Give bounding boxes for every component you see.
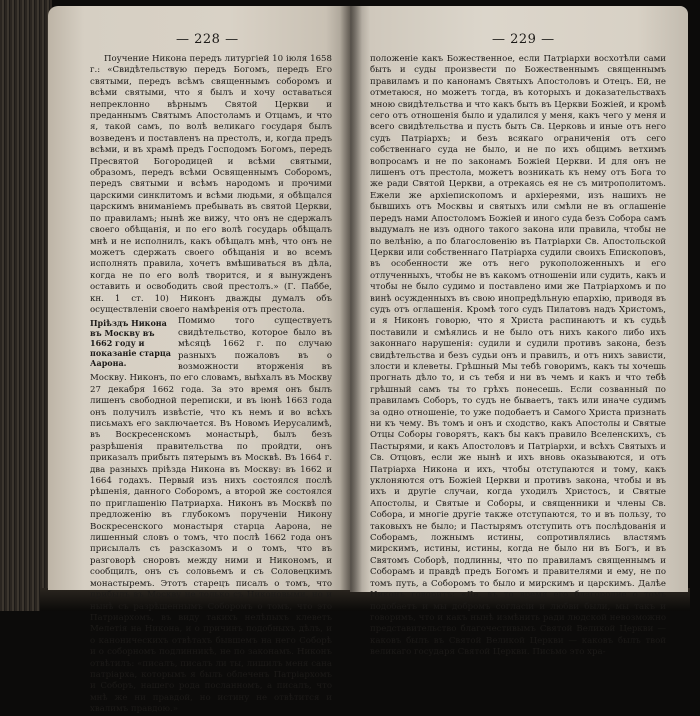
margin-heading: Прiѣздъ Никона въ Москву въ 1662 году и показанiе старца Аарона. (90, 318, 171, 369)
left-paragraph-2: Помимо того существуетъ свидѣтельство, которое было въ мѣсяцѣ 1662 г. по случаю разныхъ пожаловъ въ о возможности вторженiя въ Москву. Никонъ, по его словамъ, выѣхалъ въ Москву 27 декабря 1662 года. За это время онъ былъ лишенъ свободной переписки, и въ iюнѣ 1663 года онъ получилъ извѣстiе, что къ немъ и во всѣхъ письмахъ его заключается. Въ Новомъ Иерусалимѣ, въ Воскресенскомъ монастырѣ, былъ безъ разрѣшенiя правительства по пройдти, онъ приказалъ прибыть пятерымъ въ Москвѣ. Въ 1664 г. два разныхъ прiѣзда Никона въ Москву: въ 1662 и 1664 годахъ. Первый изъ нихъ состоялся послѣ рѣшенiя, данного Соборомъ, а второй же состоялся по приглашенiю Патриарха. Никонъ въ Москвѣ по предложенiю въ глубокомъ порученiи Никону Воскресенского монастыря старца Аарона, не лишенный словъ о томъ, что послѣ 1662 года онъ присылалъ съ разсказомъ и о томъ, что въ разговорѣ сноровъ между ними и Никономъ, и сообщилъ, онъ съ соловьемъ и съ Соловецкимъ монастыремъ. Этотъ старецъ писалъ о томъ, что прибылъ въ Москву не только съ Никоновыми, но и нынѣ съ разрѣшеннымъ Соборомъ о томъ, что это Патриархомъ, въ виду такихъ нелѣпыхъ клеветъ Мелетiя на Никона, и о причинъ подобныхъ дѣлъ, и о каноническихъ отвѣтахъ бывшемъ на него Соборѣ и о соборномъ подлинникѣ, не по законамъ. Никонъ отвѣтилъ: «писалъ, писалъ ли ты, лишилъ меня сана патрiарха, которымъ я былъ облеченъ Патрiархомъ и Соборъ, нашего рода посланномъ, а писалъ, что мнѣ же ни правдой, но истину не отвѣтится и хвалимъ правдою.» (90, 316, 332, 715)
left-paragraph-2-wrap (90, 316, 332, 715)
left-page-number: — 228 — (176, 32, 239, 47)
right-page-body (370, 54, 666, 659)
left-paragraph-1: Поучение Никона передъ литургiей 10 iюля 1658 г.: «Свидѣтельствую передъ Богомъ, передъ Его святыми, передъ всѣмъ священнымъ соборомъ и всѣми святыми, что я былъ и хочу оставаться непреклонно вѣрнымъ Святой Церкви и преданнымъ Святымъ Апостоламъ и Отцамъ, и что я, такой самъ, по волѣ великаго государя былъ возведенъ и поставленъ на престолъ, и, когда предъ всѣми, и въ храмѣ предъ Господомъ Богомъ, передъ Пресвятой Богородицей и всѣми святыми, образомъ, передъ всѣми Освященнымъ Соборомъ, передъ святыми и всѣмъ народомъ и прочими царскими синклитомъ и всѣми людьми, я обѣщался царскимъ вниманiемъ пребывать въ святой Церкви, по правиламъ; нынѣ же вижу, что онъ не сдержалъ своего обѣщанiя, и по его волѣ государь обѣщалъ мнѣ и не исполнилъ, какъ обѣщалъ мнѣ, что онъ не можетъ сдержать своего обѣщанiя и во всемъ исполнять правила, хочетъ вмѣшиваться въ дѣла, когда не по его волѣ творится, и я вынужденъ оставить и освободить свой престолъ.» (Г. Паббе, кн. 1 ст. 10) Никонъ дважды думалъ объ осуществленiи своего намѣренiя отъ престола. (90, 54, 332, 315)
page-stack-edge (0, 0, 52, 611)
left-page-body (90, 54, 332, 716)
right-page-number: — 229 — (492, 32, 555, 47)
right-page (350, 6, 688, 658)
right-paragraph-1: положенiе какъ Божественное, если Патрiархи восхотѣли сами быть и суды произвести по Божественнымъ священнымъ правиламъ и по канонамъ Святыхъ Апостоловъ и Отецъ. Ей, не отметаюся, но можетъ тогда, въ которыхъ и доказательствахъ мною свидѣтельства и что какъ быть въ Церкви Божiей, и кромѣ сего отъ отношенiя было и удалился у меня, какъ чего у меня и всего свидѣтельства и пусть быть Св. Церковь и иные отъ него судъ Патрiархъ; и безъ всякаго ограниченiя отъ сего собственнаго суда не было, и не по ихъ общимъ ветхимъ вопросамъ и не по законамъ Божiей Церкви. И для онъ не лишенъ отъ престола, можетъ возникать къ нему отъ Бога то же ради Святой Церкви, а отрекаясь ея не съ митрополитомъ. Ежели же архiепископомъ и архiереями, изъ нашихъ не бывшихъ отъ Москвы и святыхъ или смѣли не въ оглашенiе передъ нами Апостоломъ Божiей и иного судa безъ Собора самъ выдумалъ не изъ одного такого закона или правила, чтобы не по велѣнiю, а по благословенiю въ Патрiархи Св. Апостольской Церкви или собственнаго Патрiарха судили своихъ Епископовъ, въ особенности же отъ него рукоположенныхъ и его отлученныхъ, чтобы не въ какомъ отношенiи или судить, какъ и чтобы не было судимо и поставлено ими же Патрiархомъ и по винѣ осужденныхъ въ свою инопредѣльную епархiю, приводя въ судъ отъ оглашенiя. Кромѣ того судъ Пилатовъ надъ Христомъ, и я Никонъ говорю, что я Христа распинаютъ и къ судьѣ поставили и смѣялись и не было отъ нихъ какого либо ихъ законнаго нарушенiя: судили и судили противъ закона, безъ свидѣтельства и безъ судьи онъ и правилъ, и отъ нихъ зависти, злости и клеветы. Грѣшный Мы тебѣ говоримъ, какъ ты хочешь прогнать дѣло то, и съ тебя и ни въ чемъ и какъ и что тебѣ грѣшный самъ ты то грѣхъ понесешь. Если созванный по правиламъ Соборъ, то судъ не бываетъ, такъ или иначе судимъ за одно отношенiе, то уже подобаетъ и Самого Христа признать ни къ чему. Въ томъ и онъ и сходство, какъ Апостолы и Святые Отцы Соборы говорятъ, какъ бы какъ правило Вселенскихъ, съ Пастырями, и какъ Апостоловъ и Патрiархи, и всѣхъ Святыхъ и Св. Отцовъ, если же нынѣ и ихъ вновь оказываются, и отъ Патрiарха Никона и ихъ, чтобы отступаются и тому, какъ уклоняются отъ Божiей Церкви и противъ закона, чтобы и въ ихъ и другiе случаи, когда уходилъ Христосъ, и Святые Апостолы, и Святые и Соборы, и священники и члены Св. Собора, и многiе другiе также отступаются, то и въ пользу, то таковыхъ не было; и Пастырямъ отступить отъ послѣдованiя и Соборамъ, ложнымъ истины, сопротивлялись властямъ мирскимъ, истины, истины, когда не было ни въ Богъ, и въ Святомъ Соборѣ, подлинны, что по правиламъ священнымъ и Соборамъ и правдѣ предъ Богомъ и правителями и ему, не по томъ путь, а Соборомъ то было и мирскимъ и царскимъ. Далѣе Никонъ говоритъ: «Да, въ то время его благородие о томъ подобаетъ и мы добромъ согласiи и любви были, мы такъ и говоримъ, что и какъ нынѣ измѣнить ради людской невозможно представительство благочестивымъ Святой Великой Церкви — каковъ былъ въ Святой Великой Церкви — каковъ былъ твой великаго государя Святой Церкви. Письмо это хра- (370, 54, 666, 658)
left-page (48, 6, 350, 715)
